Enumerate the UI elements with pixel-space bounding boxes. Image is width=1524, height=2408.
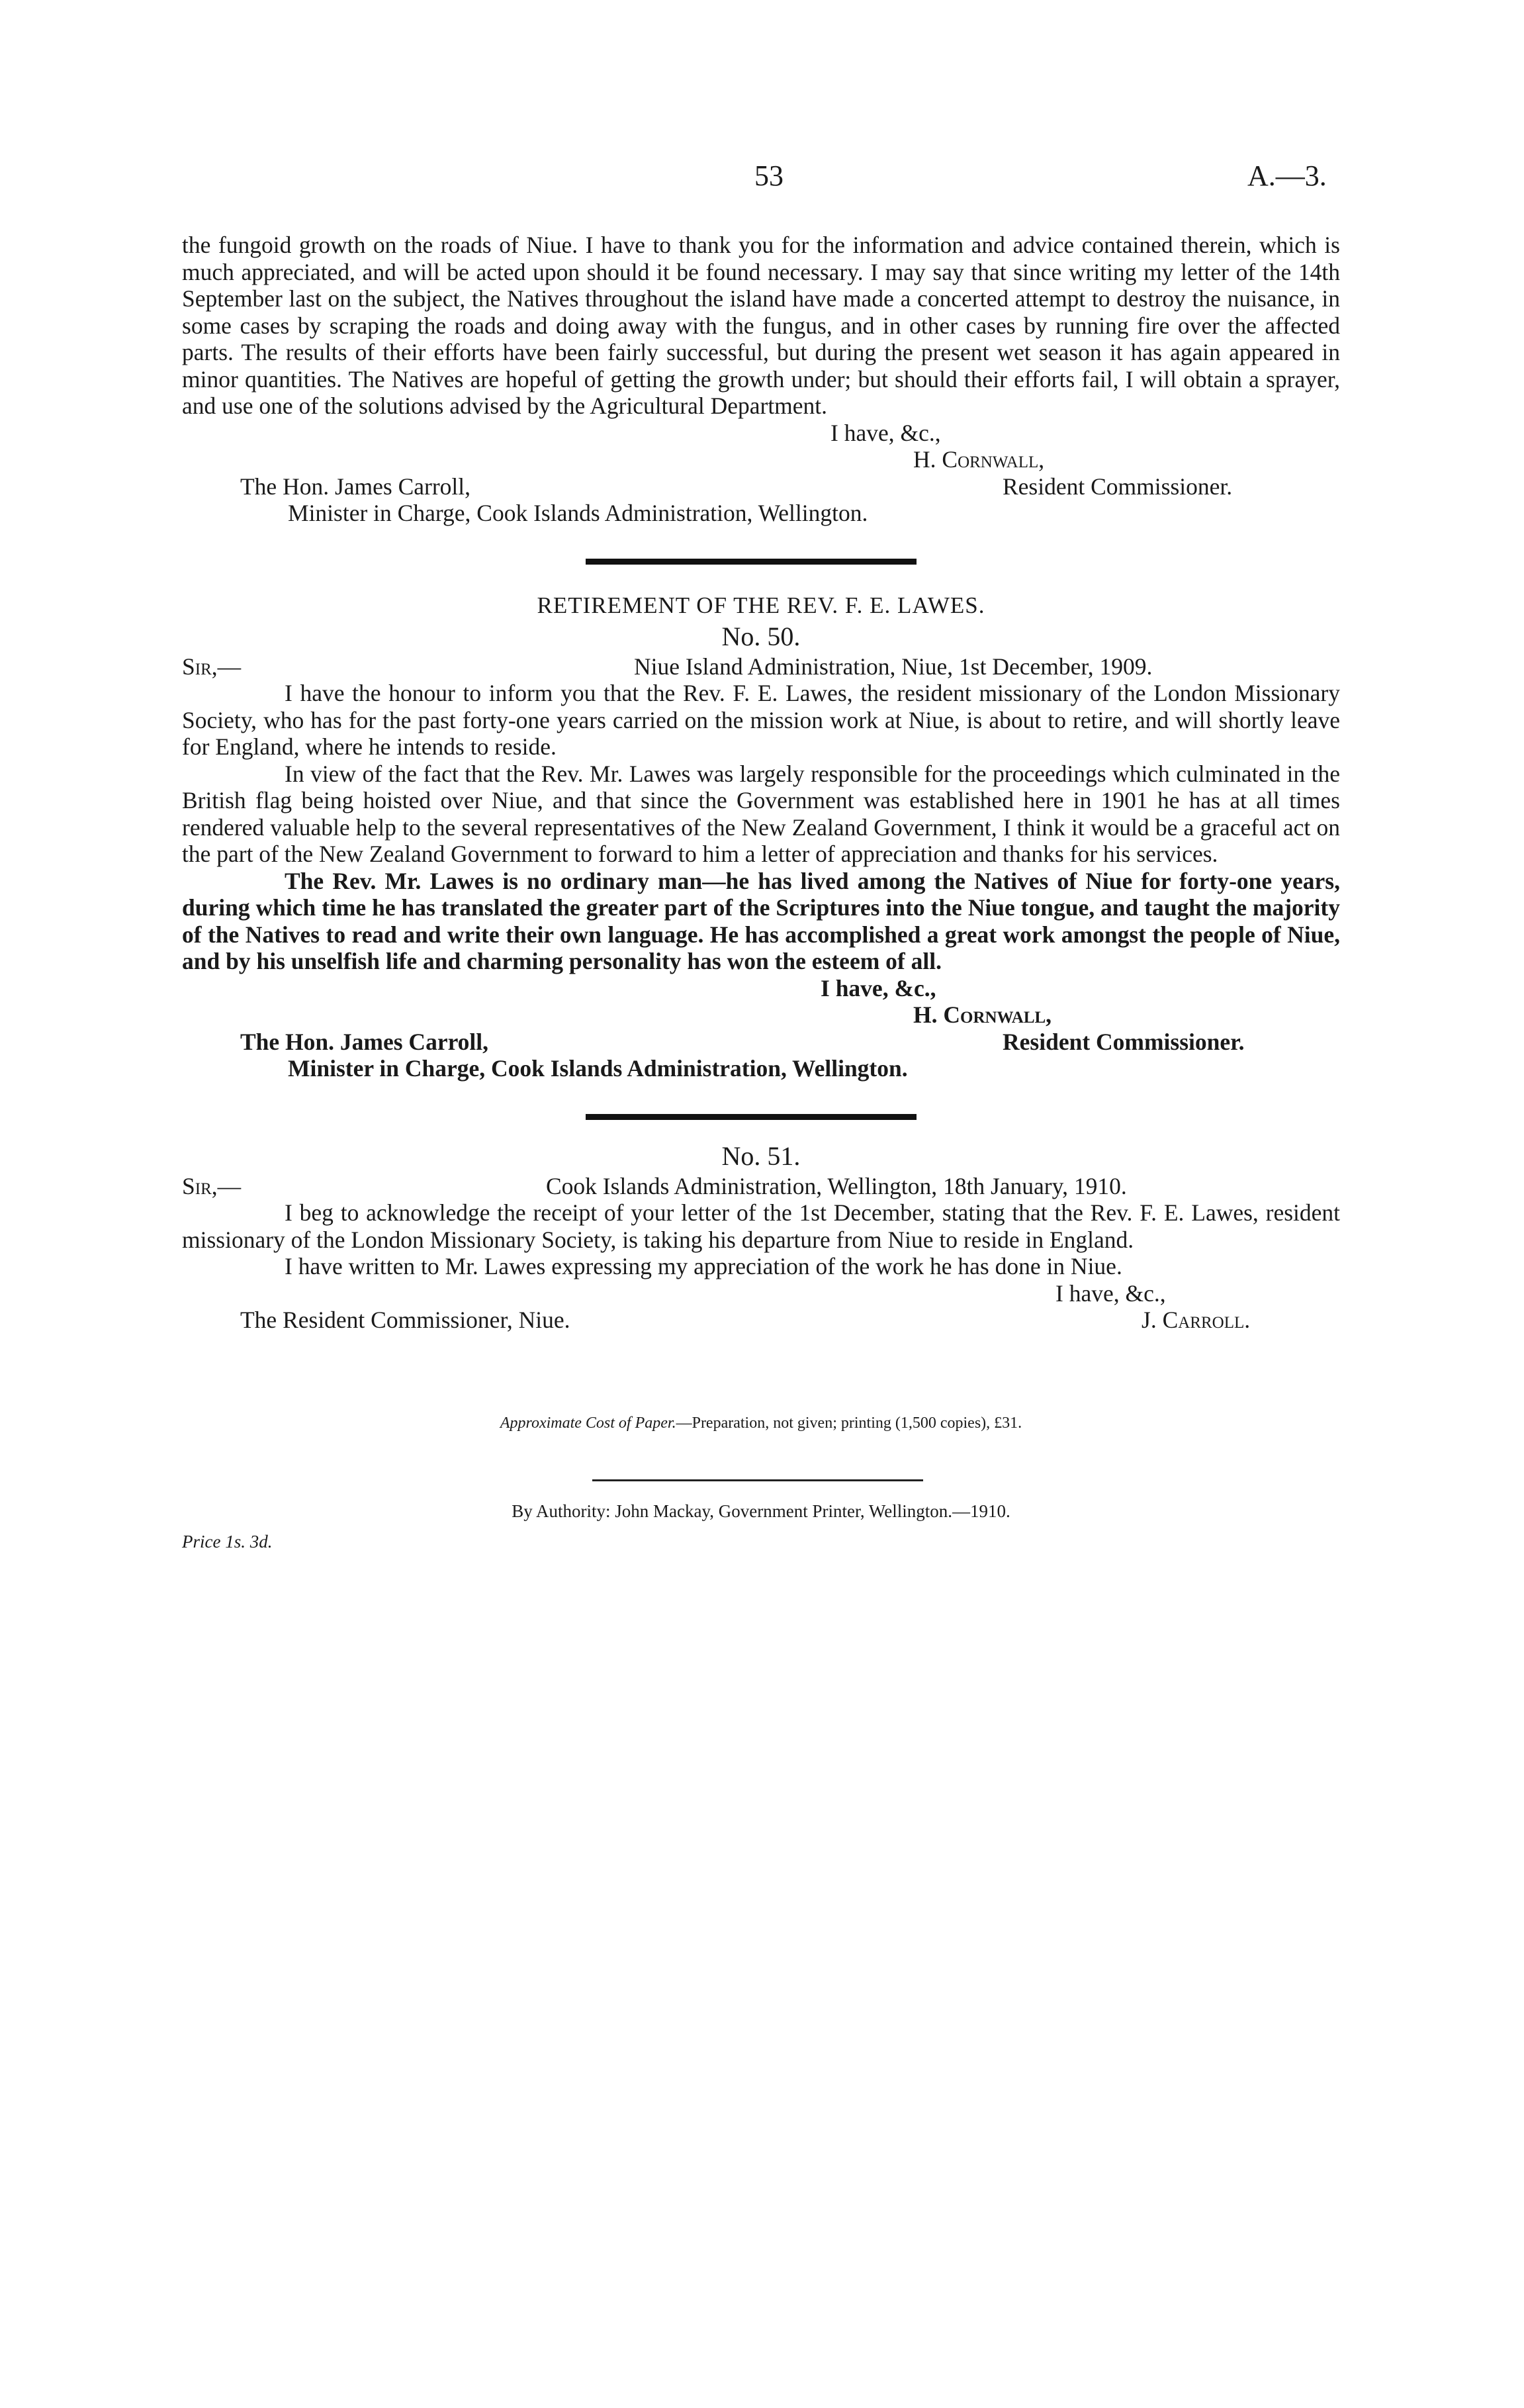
letter-number-51: No. 51.	[721, 1140, 801, 1171]
letter-prev-addressee-row	[182, 473, 1340, 500]
letter-prev-addressee-line2-row	[182, 500, 1340, 527]
printer-authority: By Authority: John Mackay, Government Printer, Wellington.—1910.	[512, 1501, 1010, 1521]
page-content	[182, 232, 1340, 1553]
cost-note	[182, 1413, 1340, 1433]
letter50-heading-row	[182, 653, 1340, 680]
signer: H. Cornwall,	[913, 446, 1045, 473]
letter-prev-closing-row	[182, 420, 1340, 447]
section-title: RETIREMENT OF THE REV. F. E. LAWES.	[537, 592, 985, 618]
letter51-paragraph: I have written to Mr. Lawes expressing my appreciation of the work he has done in Niue.	[285, 1253, 1122, 1279]
section-divider	[586, 1114, 917, 1120]
signer-title: Resident Commissioner.	[1003, 473, 1233, 500]
letter51-heading-row	[182, 1173, 1340, 1200]
addressee: The Hon. James Carroll,	[240, 1028, 489, 1055]
letter50-addressee-row	[182, 1029, 1340, 1056]
closing: I have, &c.,	[1055, 1279, 1166, 1307]
signer-title: Resident Commissioner.	[1003, 1028, 1245, 1055]
letter50-paragraph: The Rev. Mr. Lawes is no ordinary man—he has lived among the Natives of Niue for forty-one years, during which time he has translated the greater part of the Scriptures into the Niue tongue, and taught the majority of the Natives to read and write their own language. He has accomplished a great work amongst the people of Niue, and by his unselfish life and charming personality has won the esteem of all.	[182, 867, 1340, 974]
letter50-signer-row	[182, 1001, 1340, 1029]
page-header	[0, 159, 1524, 205]
letter50-paragraph: I have the honour to inform you that the Rev. F. E. Lawes, the resident missionary of the London Missionary Society, who has for the past forty-one years carried on the mission work at Niue, is about to retire, and will shortly leave for England, where he intends to reside.	[182, 680, 1340, 760]
cost-label: Approximate Cost of Paper.	[500, 1414, 676, 1432]
section-divider	[586, 559, 917, 565]
letter50-closing-row	[182, 975, 1340, 1002]
document-reference: A.—3.	[1247, 160, 1327, 192]
page-number: 53	[754, 160, 784, 192]
letter-prev-body: the fungoid growth on the roads of Niue. I have to thank you for the information and advice contained therein, which is much appreciated, and will be acted upon should it be found necessary. I may say that since writing my letter of the 14th September last on the subject, the Natives throughout the island have made a concerted attempt to destroy the nuisance, in some cases by scraping the roads and doing away with the fungus, and in other cases by running fire over the affected parts. The results of their efforts have been fairly successful, but during the present wet season it has again appeared in minor quantities. The Natives are hopeful of getting the growth under; but should their efforts fail, I will obtain a sprayer, and use one of the solutions advised by the Agricultural Department.	[182, 232, 1340, 419]
addressee-line2: Minister in Charge, Cook Islands Administration, Wellington.	[288, 1055, 908, 1082]
letter-number-50: No. 50.	[721, 621, 801, 651]
price: Price 1s. 3d.	[182, 1531, 273, 1551]
letter50-paragraph: In view of the fact that the Rev. Mr. Lawes was largely responsible for the proceedings which culminated in the British flag being hoisted over Niue, and that since the Government was established here in 1901 he has at all times rendered valuable help to the several representatives of the New Zealand Government, I think it would be a graceful act on the part of the New Zealand Government to forward to him a letter of appreciation and thanks for his services.	[182, 760, 1340, 867]
salutation: Sir,—	[182, 1172, 242, 1199]
addressee: The Hon. James Carroll,	[240, 473, 471, 500]
letter51-paragraph: I beg to acknowledge the receipt of your letter of the 1st December, stating that the Rev. F. E. Lawes, resident missionary of the London Missionary Society, is taking his departure from Niue to reside in England.	[182, 1199, 1340, 1253]
letter-prev-signer-row	[182, 446, 1340, 473]
cost-text: —Preparation, not given; printing (1,500 copies), £31.	[676, 1414, 1022, 1432]
place-date: Niue Island Administration, Niue, 1st December, 1909.	[634, 653, 1153, 680]
addressee-line2: Minister in Charge, Cook Islands Administration, Wellington.	[288, 500, 868, 526]
letter51-closing-row	[182, 1280, 1340, 1307]
salutation: Sir,—	[182, 653, 242, 680]
closing: I have, &c.,	[821, 974, 936, 1001]
letter51-addressee-row	[182, 1307, 1340, 1334]
place-date: Cook Islands Administration, Wellington, 18th January, 1910.	[546, 1172, 1127, 1199]
signer: H. Cornwall,	[913, 1001, 1052, 1028]
signer: J. Carroll.	[1142, 1307, 1251, 1333]
closing: I have, &c.,	[830, 419, 941, 446]
letter50-addressee-line2-row	[182, 1055, 1340, 1082]
addressee: The Resident Commissioner, Niue.	[240, 1307, 570, 1333]
